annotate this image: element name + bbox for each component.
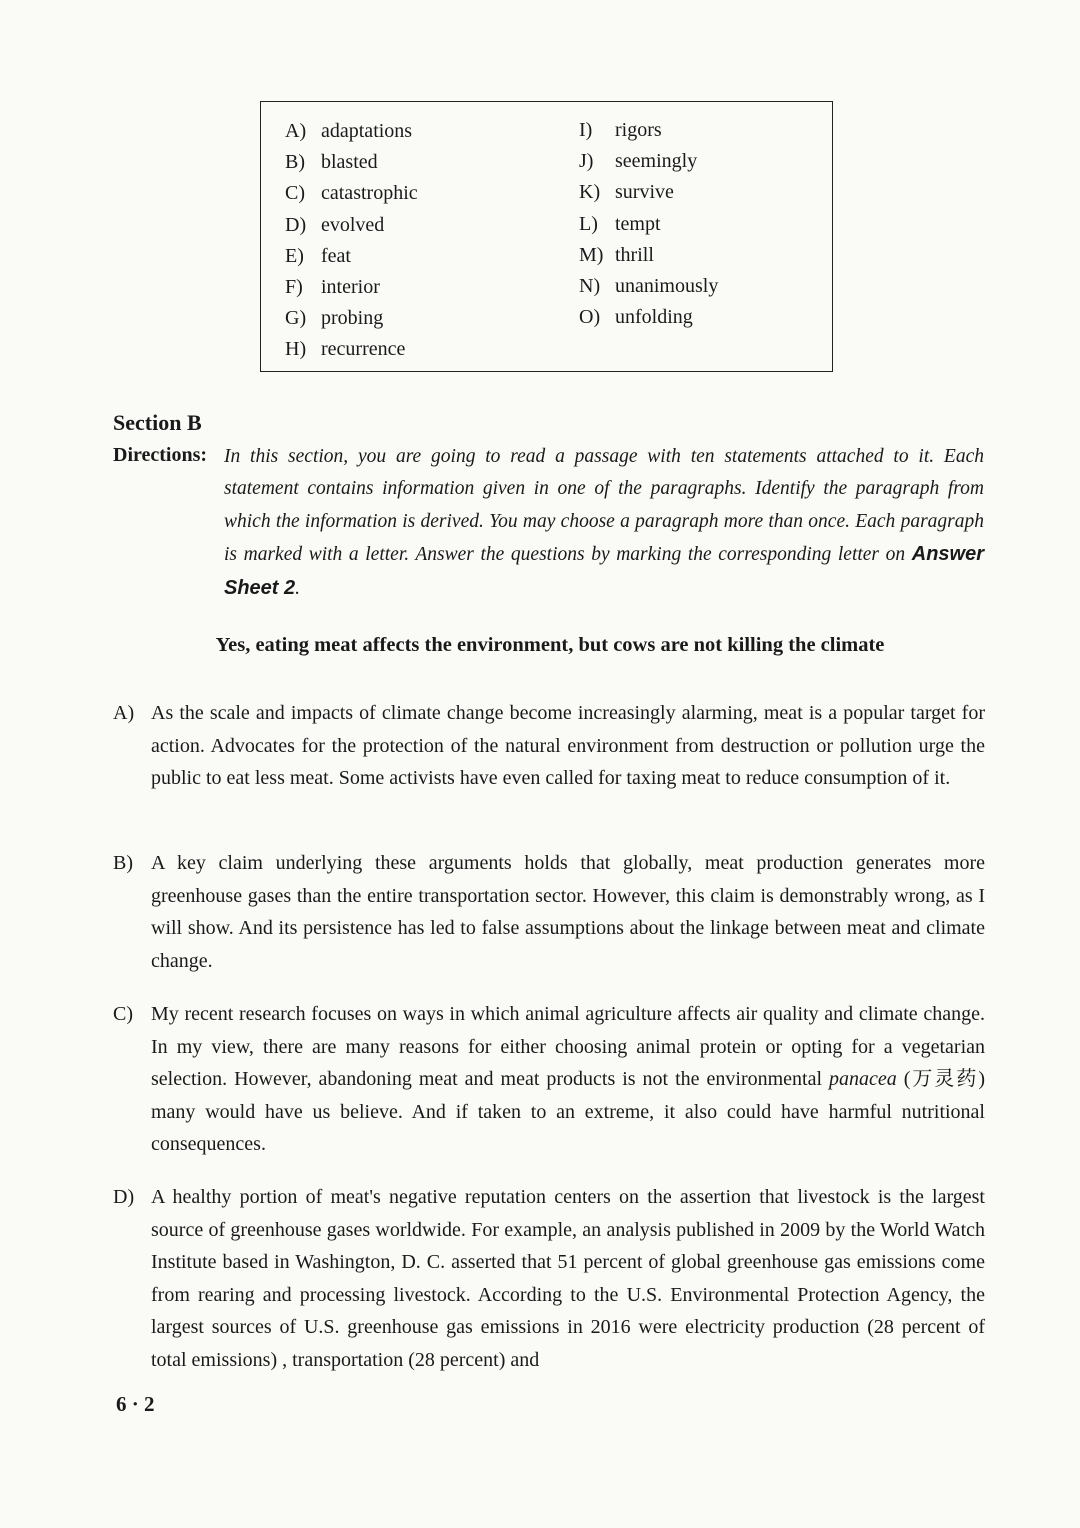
paragraph-text: As the scale and impacts of climate change become increasingly alarming, meat is a popular target for action. Advocates for the protection of the natural environment from destruction or pollution urge the public to eat less meat. Some activists have even called for taxing meat to reduce consumption of it. xyxy=(151,702,985,790)
word-text: survive xyxy=(615,181,674,204)
word-letter: F) xyxy=(285,276,303,299)
word-letter: A) xyxy=(285,120,307,142)
word-bank-item xyxy=(285,334,418,365)
word-text: evolved xyxy=(321,213,385,236)
paragraph-c xyxy=(113,998,985,1161)
word-text: recurrence xyxy=(321,338,406,361)
word-text: feat xyxy=(321,244,351,267)
paragraph-text-part: My recent research focuses on ways in which animal agriculture affects air quality and climate change. In my view, there are many reasons for either choosing animal protein or opting for a vegetarian selection. However, abandoning meat and meat products is not the environmental xyxy=(151,1003,985,1091)
paragraph-text: A healthy portion of meat's negative reputation centers on the assertion that livestock is the largest source of greenhouse gases worldwide. For example, an analysis published in 2009 by the World Watch Institute based in Washington, D. C. asserted that 51 percent of global greenhouse gas emissions come from rearing and processing livestock. According to the U.S. Environmental Protection Agency, the largest sources of U.S. greenhouse gas emissions in 2016 were electricity production (28 percent of total emissions) , transportation (28 percent) and xyxy=(151,1186,985,1371)
word-bank-item xyxy=(285,272,418,303)
word-bank-box xyxy=(260,101,833,372)
word-text: seemingly xyxy=(615,150,698,173)
word-text: unfolding xyxy=(615,306,693,329)
word-letter: H) xyxy=(285,338,307,361)
word-text: thrill xyxy=(615,243,654,266)
word-letter: B) xyxy=(285,151,305,174)
word-letter: J) xyxy=(579,150,594,173)
paragraph-a xyxy=(113,697,985,795)
paragraph-letter: C) xyxy=(113,1003,133,1025)
directions-label: Directions: xyxy=(113,444,208,466)
word-bank-item xyxy=(579,302,718,333)
word-letter: L) xyxy=(579,212,598,235)
directions-text xyxy=(224,441,984,605)
word-letter: E) xyxy=(285,244,304,267)
word-text: probing xyxy=(321,307,384,330)
word-bank-item xyxy=(285,178,418,209)
word-text: tempt xyxy=(615,212,661,235)
page-number: 6 · 2 xyxy=(116,1392,155,1416)
word-bank-item xyxy=(285,116,418,147)
answer-sheet-reference: Answer Sheet 2 xyxy=(224,543,984,599)
word-bank-item xyxy=(285,303,418,334)
paragraph-text: A key claim underlying these arguments holds that globally, meat production generates more greenhouse gases than the entire transportation sector. However, this claim is demonstrably wrong, as I will show. And its persistence has led to false assumptions about the linkage between meat and climate change. xyxy=(151,852,985,972)
section-title: Section B xyxy=(113,410,202,435)
paragraph-letter: A) xyxy=(113,702,135,724)
paragraph-b xyxy=(113,847,985,977)
word-text: interior xyxy=(321,276,380,299)
word-bank-item xyxy=(579,115,718,146)
word-letter: M) xyxy=(579,243,604,266)
word-letter: K) xyxy=(579,181,601,204)
word-letter: O) xyxy=(579,306,601,329)
word-letter: D) xyxy=(285,213,307,236)
word-text: unanimously xyxy=(615,275,719,298)
word-letter: N) xyxy=(579,275,601,298)
word-letter: G) xyxy=(285,307,307,330)
word-text: rigors xyxy=(615,119,662,141)
italic-term: panacea xyxy=(829,1068,897,1091)
directions-end: . xyxy=(295,577,301,599)
chinese-gloss: (万灵药) xyxy=(903,1068,986,1091)
word-bank-item xyxy=(579,177,718,208)
paragraph-text xyxy=(151,998,985,1161)
word-bank-item xyxy=(579,209,718,240)
directions-body: In this section, you are going to read a passage with ten statements attached to it. Each statement contains information given in one of the paragraphs. Identify the paragraph from which the information is derived. You may choose a paragraph more than once. Each paragraph is marked with a letter. Answer the questions by marking the corresponding letter on xyxy=(224,446,984,566)
paragraph-letter: D) xyxy=(113,1186,135,1208)
word-letter: C) xyxy=(285,182,305,205)
paragraph-d xyxy=(113,1181,985,1377)
word-text: adaptations xyxy=(321,120,413,142)
word-bank-item xyxy=(579,240,718,271)
word-bank-item xyxy=(285,147,418,178)
word-bank-left-column xyxy=(285,116,418,366)
word-bank-item xyxy=(579,271,718,302)
word-bank-right-column xyxy=(579,115,718,333)
word-bank-item xyxy=(579,146,718,177)
word-bank-item xyxy=(285,241,418,272)
word-text: blasted xyxy=(321,151,378,174)
passage-title: Yes, eating meat affects the environment, but cows are not killing the climate xyxy=(215,634,885,656)
word-text: catastrophic xyxy=(321,182,418,205)
word-letter: I) xyxy=(579,119,593,141)
paragraph-text-part: many would have us believe. And if taken to an extreme, it also could have harmful nutritional consequences. xyxy=(151,1100,985,1156)
word-bank-item xyxy=(285,210,418,241)
paragraph-letter: B) xyxy=(113,852,133,874)
